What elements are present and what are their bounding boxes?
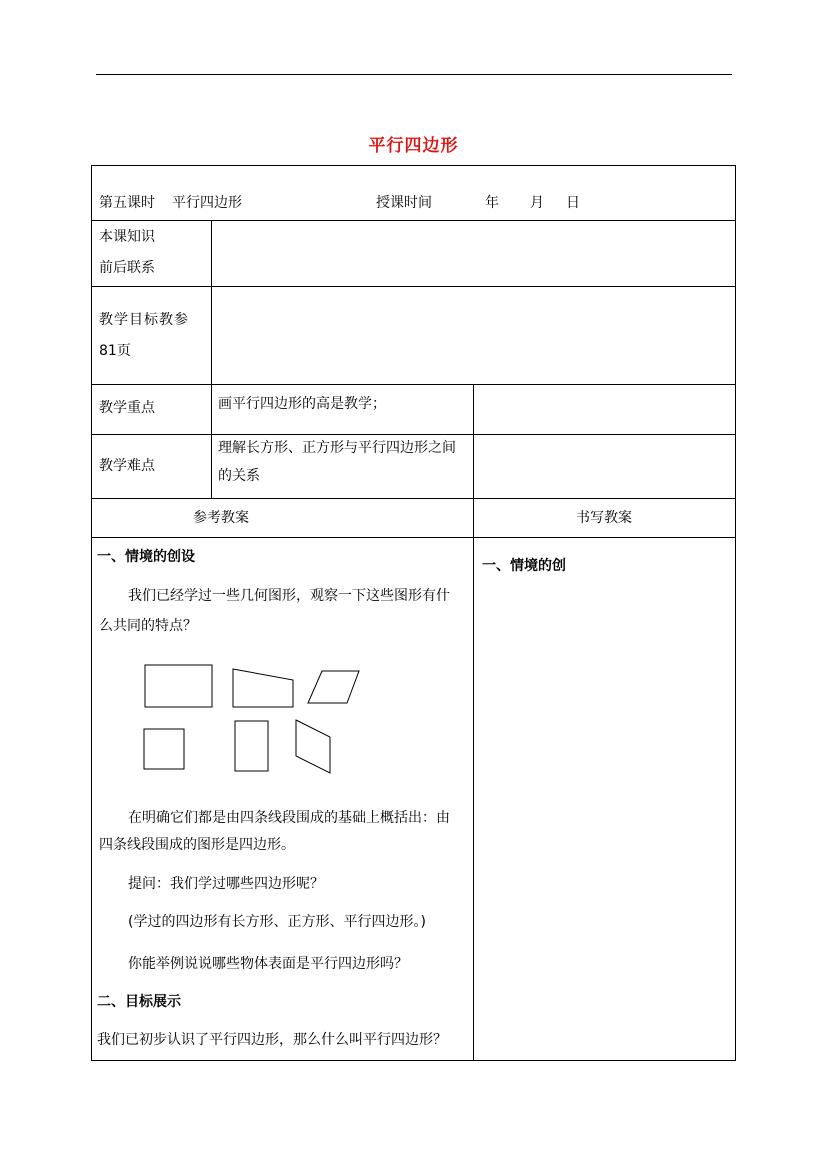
tall-rectangle-icon	[235, 721, 268, 771]
row-divider	[91, 220, 736, 221]
question-line: 提问：我们学过哪些四边形呢？	[128, 876, 324, 892]
year-label: 年	[485, 195, 499, 211]
difficulty-label: 教学难点	[99, 458, 155, 474]
paragraph-line: 我们已初步认识了平行四边形，那么什么叫平行四边形？	[97, 1032, 447, 1048]
row-divider	[91, 537, 736, 538]
header-rule	[96, 74, 732, 75]
goal-label: 教学目标教参	[99, 312, 189, 328]
teaching-time-label: 授课时间	[376, 195, 432, 211]
paragraph-line: 我们已经学过一些几何图形，观察一下这些图形有什	[128, 588, 450, 604]
section-heading: 一、情境的创设	[97, 549, 195, 565]
knowledge-label: 本课知识	[99, 229, 155, 245]
key-point-label: 教学重点	[99, 400, 155, 416]
writing-plan-header: 书写教案	[576, 510, 632, 526]
reference-plan-header: 参考教案	[193, 510, 249, 526]
parallelogram-icon	[308, 671, 359, 703]
paragraph-line: 四条线段围成的图形是四边形。	[99, 837, 295, 853]
quadrilateral-figures	[140, 660, 370, 780]
paragraph-line: 在明确它们都是由四条线段围成的基础上概括出：由	[128, 810, 450, 826]
difficulty-content: 理解长方形、正方形与平行四边形之间	[218, 440, 456, 456]
trapezoid-icon	[233, 669, 293, 707]
row-divider	[91, 434, 736, 435]
answer-line: (学过的四边形有长方形、正方形、平行四边形。)	[128, 914, 426, 930]
knowledge-label: 前后联系	[99, 260, 155, 276]
row-divider	[91, 498, 736, 499]
rectangle-icon	[145, 665, 212, 707]
month-label: 月	[530, 195, 544, 211]
difficulty-content: 的关系	[218, 468, 260, 484]
document-title: 平行四边形	[368, 136, 459, 156]
prompt-line: 你能举例说说哪些物体表面是平行四边形吗？	[128, 956, 408, 972]
square-icon	[144, 729, 184, 769]
row-divider	[91, 384, 736, 385]
writing-section-heading: 一、情境的创	[482, 558, 566, 574]
goal-label: 81页	[99, 343, 131, 359]
section-heading: 二、目标展示	[97, 994, 181, 1010]
key-point-content: 画平行四边形的高是教学；	[218, 396, 386, 412]
lesson-topic: 平行四边形	[172, 195, 242, 211]
slanted-quadrilateral-icon	[296, 720, 330, 773]
label-column-divider	[211, 220, 212, 498]
content-column-divider	[473, 384, 474, 1061]
paragraph-line: 么共同的特点？	[99, 618, 197, 634]
day-label: 日	[566, 195, 580, 211]
row-divider	[91, 286, 736, 287]
lesson-number: 第五课时	[99, 195, 155, 211]
